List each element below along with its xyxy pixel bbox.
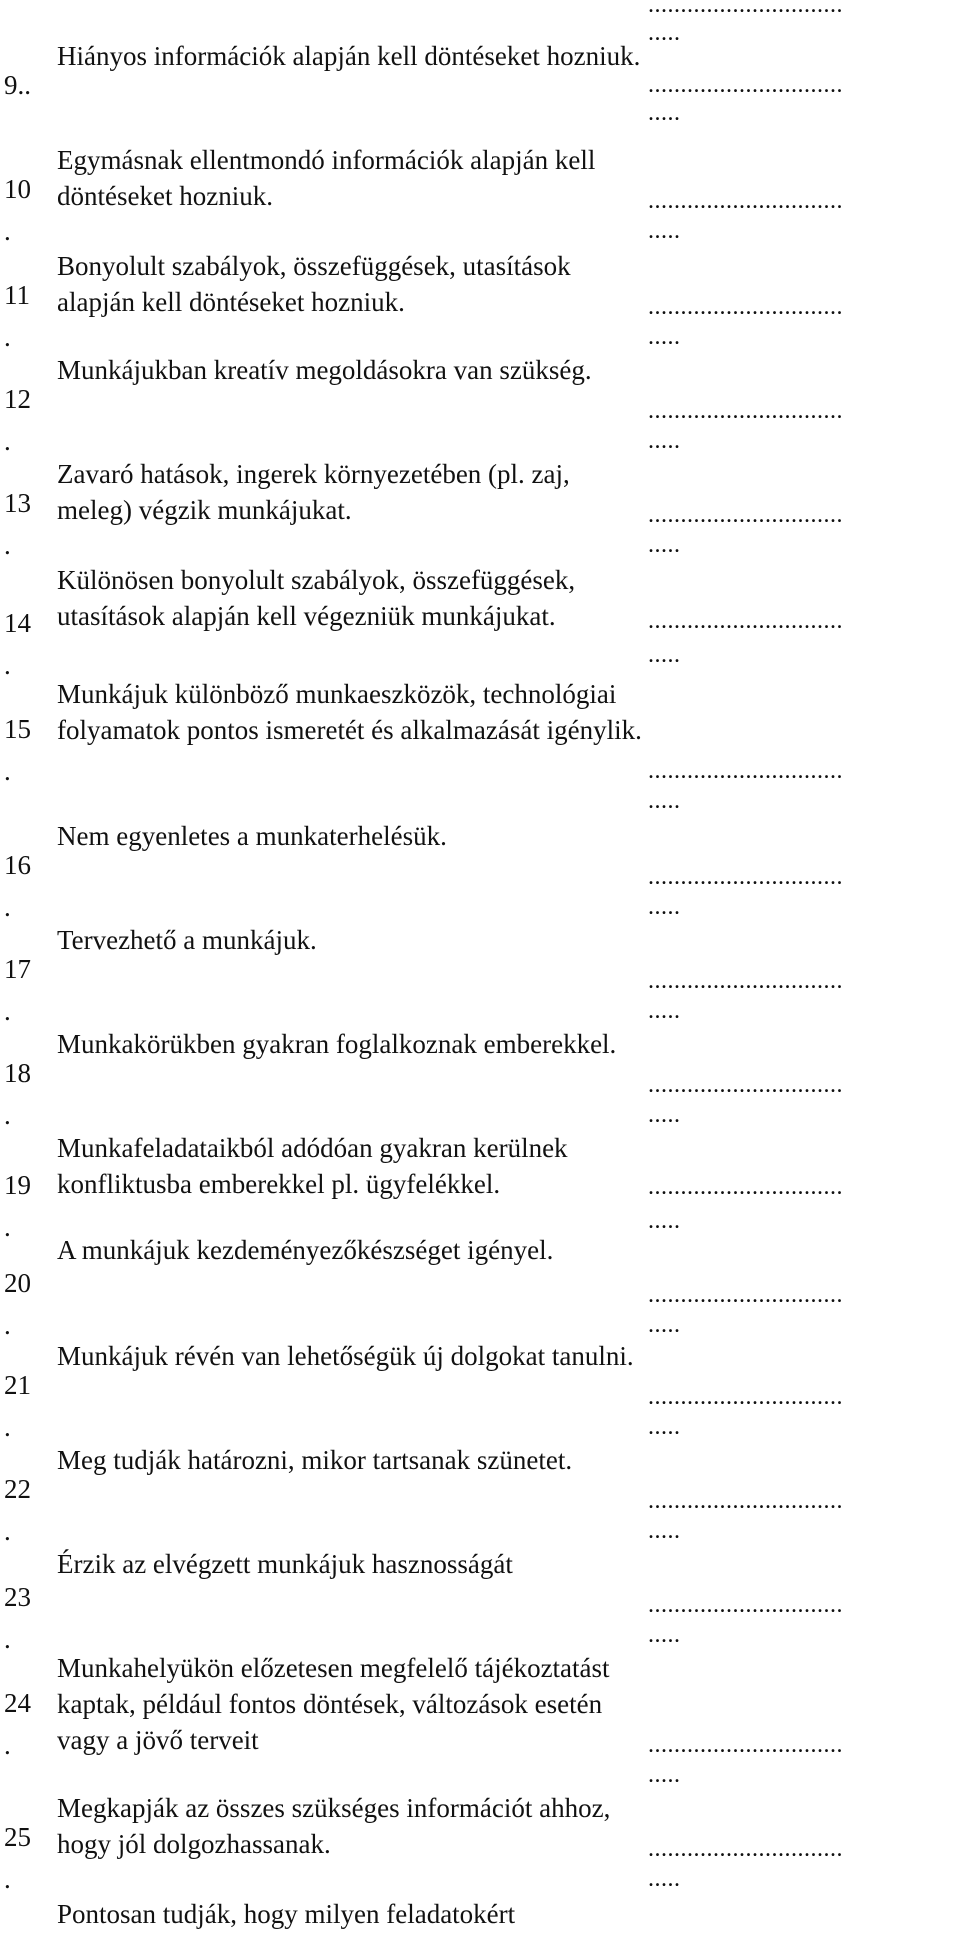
question-number: 23 . [4, 1582, 31, 1654]
question-row-10 [0, 142, 960, 246]
question-text: Munkafeladataikból adódóan gyakran kerülnek konfliktusba emberekkel pl. ügyfelékkel. [57, 1133, 568, 1199]
question-row-25 [0, 1790, 960, 1894]
question-text: Egymásnak ellentmondó információk alapján kell döntéseket hozniuk. [57, 145, 596, 211]
question-number: 11 . [4, 280, 30, 352]
question-text: Pontosan tudják, hogy milyen feladatokért [57, 1899, 516, 1929]
answer-dots-short: ..... [648, 324, 681, 350]
question-number: 15 . [4, 714, 31, 786]
answer-dots-short: ..... [648, 1312, 681, 1338]
answer-dots-short: ..... [648, 1414, 681, 1440]
answer-dots-short: ..... [648, 428, 681, 454]
top-dots-short: ..... [648, 20, 681, 46]
answer-dots-short: ..... [648, 1208, 681, 1234]
question-row-11 [0, 248, 960, 352]
question-text: Bonyolult szabályok, összefüggések, utasítások alapján kell döntéseket hozniuk. [57, 251, 571, 317]
question-row-22 [0, 1442, 960, 1546]
answer-dots-long: .............................. [648, 864, 843, 890]
answer-dots-short: ..... [648, 1866, 681, 1892]
answer-dots-long: .............................. [648, 294, 843, 320]
question-text: Munkájuk különböző munkaeszközök, technológiai folyamatok pontos ismeretét és alkalmazását igénylik. [57, 679, 642, 745]
answer-dots-long: .............................. [648, 502, 843, 528]
answer-dots-long: .............................. [648, 398, 843, 424]
question-row-23 [0, 1546, 960, 1654]
question-text: Nem egyenletes a munkaterhelésük. [57, 821, 447, 851]
answer-dots-short: ..... [648, 1762, 681, 1788]
answer-dots-long: .............................. [648, 1488, 843, 1514]
question-row-9 [0, 38, 960, 128]
question-number: 18 . [4, 1058, 31, 1130]
question-number: 10 . [4, 174, 31, 246]
answer-dots-long: .............................. [648, 1282, 843, 1308]
question-number: 9.. [4, 70, 31, 100]
question-number: 14 . [4, 608, 31, 680]
question-number: 22 . [4, 1474, 31, 1546]
question-text: A munkájuk kezdeményezőkészséget igényel. [57, 1235, 554, 1265]
question-text: Tervezhető a munkájuk. [57, 925, 317, 955]
top-dots-long: .............................. [648, 0, 843, 18]
answer-dots-short: ..... [648, 218, 681, 244]
question-text: Meg tudják határozni, mikor tartsanak szünetet. [57, 1445, 573, 1475]
question-text: Megkapják az összes szükséges információt ahhoz, hogy jól dolgozhassanak. [57, 1793, 611, 1859]
question-row-15 [0, 676, 960, 814]
question-row-12 [0, 352, 960, 456]
answer-dots-long: .............................. [648, 758, 843, 784]
answer-dots-long: .............................. [648, 1174, 843, 1200]
answer-dots-short: ..... [648, 1102, 681, 1128]
question-row-13 [0, 456, 960, 560]
answer-dots-long: .............................. [648, 1072, 843, 1098]
answer-dots-long: .............................. [648, 1836, 843, 1862]
answer-dots-short: ..... [648, 642, 681, 668]
question-row-17 [0, 922, 960, 1026]
question-row-19 [0, 1130, 960, 1240]
question-text: Zavaró hatások, ingerek környezetében (pl. zaj, meleg) végzik munkájukat. [57, 459, 570, 525]
answer-dots-long: .............................. [648, 1384, 843, 1410]
answer-dots-long: .............................. [648, 72, 843, 98]
answer-dots-long: .............................. [648, 608, 843, 634]
answer-dots-long: .............................. [648, 968, 843, 994]
question-number: 24 . [4, 1688, 31, 1760]
question-number: 25 . [4, 1822, 31, 1894]
answer-dots-short: ..... [648, 100, 681, 126]
question-text: Érzik az elvégzett munkájuk hasznosságát [57, 1549, 513, 1579]
question-text: Különösen bonyolult szabályok, összefüggések, utasítások alapján kell végezniük munkájukat. [57, 565, 576, 631]
question-text: Munkájukban kreatív megoldásokra van szükség. [57, 355, 592, 385]
answer-dots-short: ..... [648, 1622, 681, 1648]
question-number: 13 . [4, 488, 31, 560]
question-row-26 [0, 1896, 960, 1943]
question-text: Munkájuk révén van lehetőségük új dolgokat tanulni. [57, 1341, 634, 1371]
question-text: Hiányos információk alapján kell döntéseket hozniuk. [57, 41, 641, 71]
question-number: 16 . [4, 850, 31, 922]
question-row-14 [0, 562, 960, 686]
answer-dots-short: ..... [648, 998, 681, 1024]
answer-dots-short: ..... [648, 788, 681, 814]
question-row-20 [0, 1232, 960, 1342]
question-number: 17 . [4, 954, 31, 1026]
question-row-24 [0, 1650, 960, 1788]
answer-dots-long: .............................. [648, 1732, 843, 1758]
answer-dots-short: ..... [648, 894, 681, 920]
answer-dots-long: .............................. [648, 188, 843, 214]
question-row-18 [0, 1026, 960, 1130]
question-number: 19 . [4, 1170, 31, 1242]
question-text: Munkakörükben gyakran foglalkoznak emberekkel. [57, 1029, 617, 1059]
question-number: 21 . [4, 1370, 31, 1442]
answer-dots-short: ..... [648, 532, 681, 558]
question-row-21 [0, 1338, 960, 1442]
answer-dots-long: .............................. [648, 1592, 843, 1618]
question-row-16 [0, 818, 960, 922]
answer-dots-short: ..... [648, 1518, 681, 1544]
question-number: 12 . [4, 384, 31, 456]
question-text: Munkahelyükön előzetesen megfelelő tájékoztatást kaptak, például fontos döntések, változások esetén vagy a jövő terveit [57, 1653, 610, 1755]
question-number: 20 . [4, 1268, 31, 1340]
